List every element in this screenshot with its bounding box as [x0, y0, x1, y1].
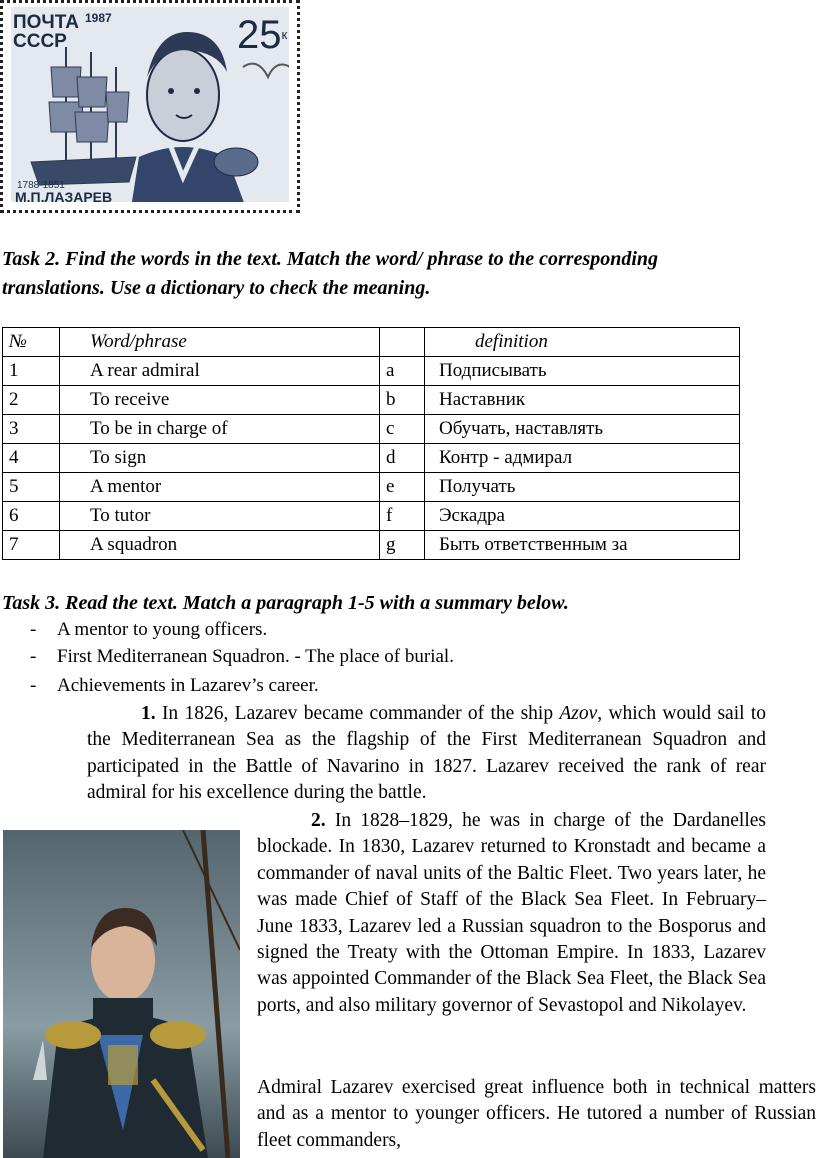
row-letter: g — [380, 531, 425, 560]
summary-text: A mentor to young officers. — [57, 619, 268, 640]
task2-title-line2: translations. Use a dictionary to check the meaning. — [2, 277, 431, 299]
header-definition: definition — [425, 328, 740, 357]
row-translation: Подписывать — [425, 357, 740, 386]
header-letter — [380, 328, 425, 357]
table-header-row — [3, 328, 740, 357]
summary-item — [30, 644, 454, 670]
dash-bullet: - — [30, 675, 37, 696]
paragraph-3-text: Admiral Lazarev exercised great influence both in technical matters and as a mentor to younger officers. He tutored a number of Russian fleet commanders, — [257, 1077, 816, 1151]
lazarev-portrait — [3, 830, 240, 1158]
summary-item — [30, 673, 319, 699]
paragraph-2-text: In 1828–1829, he was in charge of the Dardanelles blockade. In 1830, Lazarev returned to Kronstadt and became a commander of naval units of the Baltic Fleet. Two years later, he was made Chief of Staff of the Black Sea Fleet. In February–June 1833, Lazarev led a Russian squadron to the Bosporus and signed the Treaty with the Ottoman Empire. In 1833, Lazarev was appointed Commander of the Black Sea Fleet, the Black Sea ports, and also military governor of Sevastopol and Nikolayev. — [257, 810, 766, 1016]
header-number: № — [3, 328, 60, 357]
header-word-phrase: Word/phrase — [60, 328, 380, 357]
row-translation: Обучать, наставлять — [425, 415, 740, 444]
row-number: 4 — [3, 444, 60, 473]
table-row — [3, 502, 740, 531]
row-number: 5 — [3, 473, 60, 502]
paragraph-1 — [87, 701, 766, 807]
stamp-value — [237, 15, 287, 55]
summary-text: First Mediterranean Squadron. - The place of burial. — [57, 646, 454, 667]
task3-title: Task 3. Read the text. Match a paragraph 1-5 with a summary below. — [2, 592, 569, 614]
postage-stamp — [0, 0, 300, 213]
row-word: To tutor — [60, 502, 380, 531]
paragraph-2-number: 2. — [311, 810, 326, 831]
stamp-name: М.П.ЛАЗАРЕВ — [15, 189, 113, 202]
summary-item — [30, 617, 267, 643]
row-word: To be in charge of — [60, 415, 380, 444]
row-number: 1 — [3, 357, 60, 386]
row-word: To sign — [60, 444, 380, 473]
table-row — [3, 357, 740, 386]
row-letter: b — [380, 386, 425, 415]
row-word: A rear admiral — [60, 357, 380, 386]
row-number: 6 — [3, 502, 60, 531]
table-row — [3, 386, 740, 415]
paragraph-3 — [257, 1075, 816, 1154]
table-row — [3, 415, 740, 444]
stamp-years: 1788-1851 — [17, 180, 65, 191]
word-match-table — [2, 327, 740, 560]
stamp-brand-line2: СССР — [13, 31, 67, 52]
stamp-value-unit: к — [281, 27, 288, 42]
paragraph-1-text-a: In 1826, Lazarev became commander of the ship — [161, 703, 554, 724]
table-row — [3, 473, 740, 502]
row-letter: e — [380, 473, 425, 502]
row-translation: Быть ответственным за — [425, 531, 740, 560]
row-letter: d — [380, 444, 425, 473]
row-word: A mentor — [60, 473, 380, 502]
table-row — [3, 531, 740, 560]
lazarev-portrait-icon — [3, 830, 240, 1158]
stamp-brand — [13, 13, 79, 51]
paragraph-1-number: 1. — [141, 703, 156, 724]
row-word: A squadron — [60, 531, 380, 560]
row-word: To receive — [60, 386, 380, 415]
row-translation: Контр - адмирал — [425, 444, 740, 473]
row-letter: a — [380, 357, 425, 386]
stamp-value-number: 25 — [237, 13, 282, 57]
summary-text: Achievements in Lazarev’s career. — [57, 675, 319, 696]
stamp-brand-line1: ПОЧТА — [13, 12, 79, 33]
dash-bullet: - — [30, 646, 37, 667]
row-translation: Наставник — [425, 386, 740, 415]
table-row — [3, 444, 740, 473]
stamp-year: 1987 — [85, 11, 112, 25]
row-letter: f — [380, 502, 425, 531]
row-number: 7 — [3, 531, 60, 560]
row-number: 2 — [3, 386, 60, 415]
row-number: 3 — [3, 415, 60, 444]
dash-bullet: - — [30, 619, 37, 640]
task2-title-line1: Task 2. Find the words in the text. Match the word/ phrase to the corresponding — [2, 248, 659, 270]
paragraph-1-text-b: , which would sail to the Mediterranean Sea as the flagship of the First Mediterranean Squadron and participated in the Battle of Navarino in 1827. Lazarev received the rank of rear admiral for his excellence during the battle. — [87, 703, 767, 804]
stamp-image — [11, 7, 289, 202]
row-letter: c — [380, 415, 425, 444]
ship-name: Azov — [559, 703, 598, 724]
paragraph-2 — [257, 808, 766, 1019]
row-translation: Получать — [425, 473, 740, 502]
row-translation: Эскадра — [425, 502, 740, 531]
